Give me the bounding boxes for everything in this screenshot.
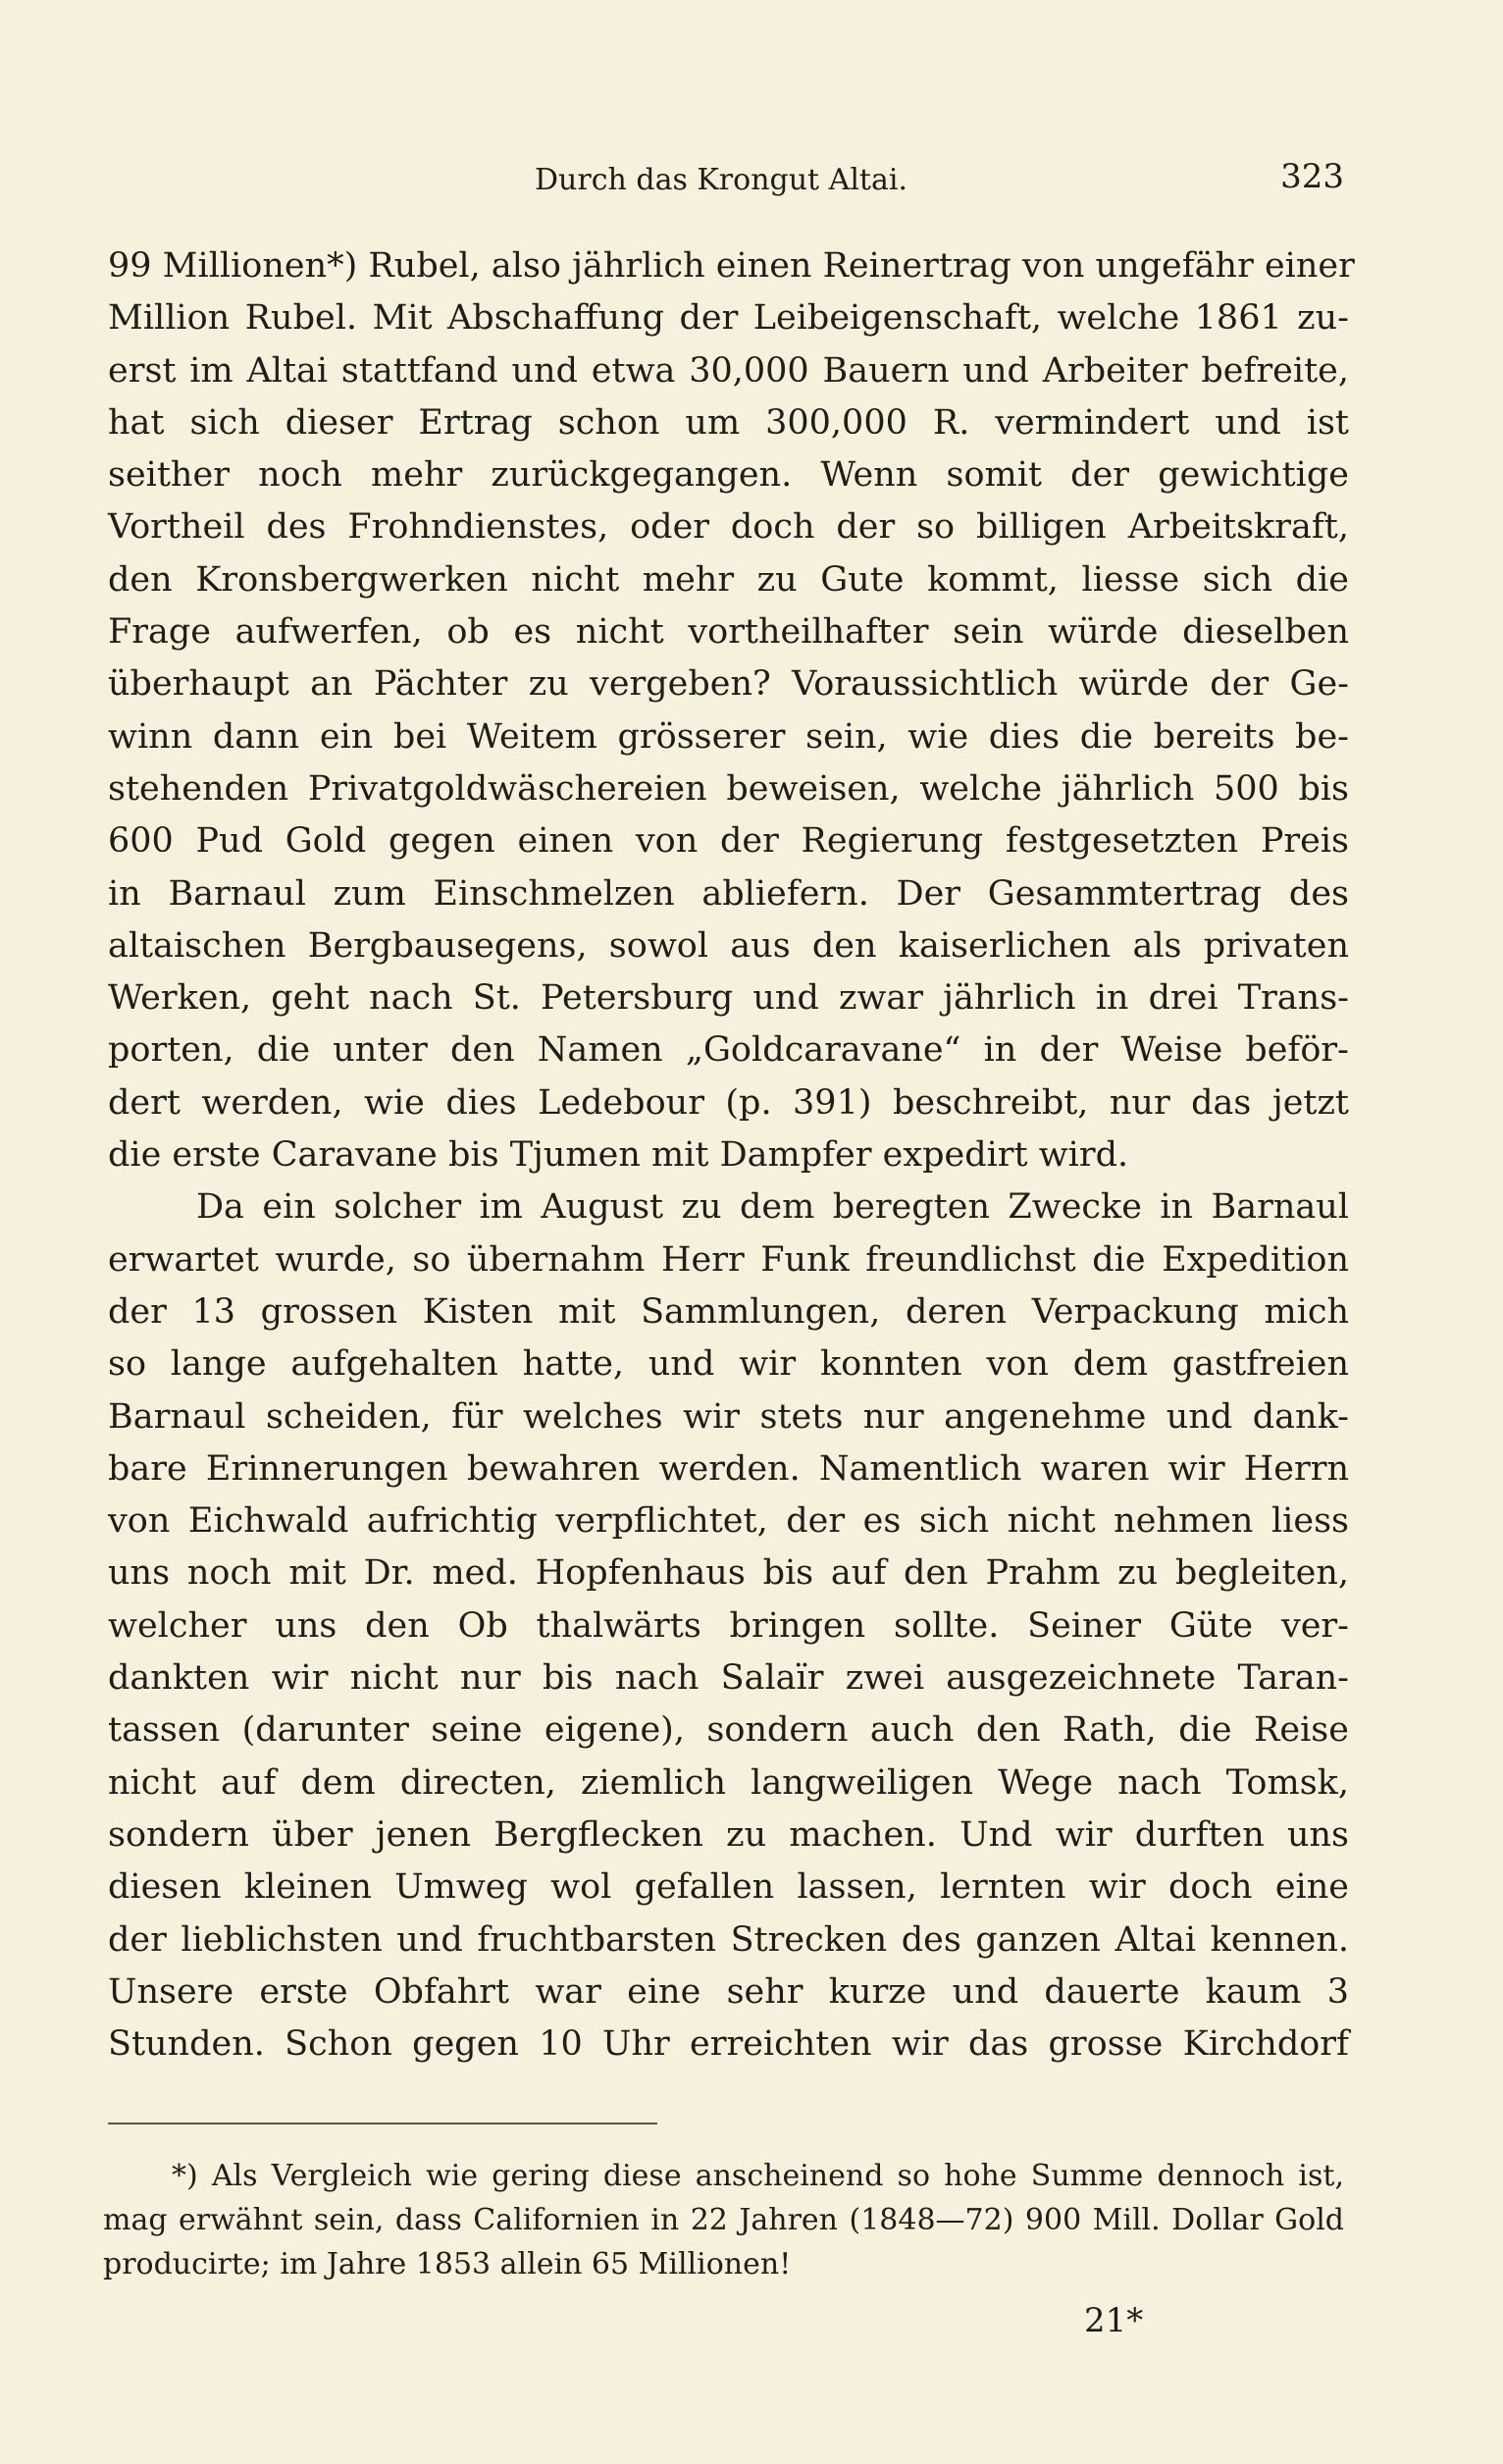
text-line: dankten wir nicht nur bis nach Salaïr zwei ausgezeichnete Taran-	[108, 1658, 1349, 1699]
text-line: nicht auf dem directen, ziemlich langweiligen Wege nach Tomsk,	[108, 1762, 1349, 1803]
body-text	[108, 240, 1355, 2071]
text-line: seither noch mehr zurückgegangen. Wenn somit der gewichtige	[108, 455, 1349, 496]
text-line: 600 Pud Gold gegen einen von der Regierung festgesetzten Preis	[108, 821, 1349, 862]
text-line: diesen kleinen Umweg wol gefallen lassen, lernten wir doch eine	[108, 1867, 1349, 1908]
text-line: erst im Altai stattfand und etwa 30,000 Bauern und Arbeiter befreite,	[108, 350, 1349, 391]
paragraph-end-line: die erste Caravane bis Tjumen mit Dampfer expedirt wird.	[108, 1135, 1129, 1176]
text-line: Barnaul scheiden, für welches wir stets nur angenehme und dank-	[108, 1396, 1349, 1437]
text-line: Unsere erste Obfahrt war eine sehr kurze und dauerte kaum 3	[108, 1971, 1349, 2012]
signature-mark: 21*	[1084, 2301, 1144, 2340]
running-head-title: Durch das Krongut Altai.	[535, 163, 907, 197]
text-line: welcher uns den Ob thalwärts bringen sollte. Seiner Güte ver-	[108, 1605, 1349, 1646]
text-line: Frage aufwerfen, ob es nicht vortheilhafter sein würde dieselben	[108, 612, 1349, 653]
text-line: Vortheil des Frohndienstes, oder doch der so billigen Arbeitskraft,	[108, 507, 1349, 548]
text-line: in Barnaul zum Einschmelzen abliefern. Der Gesammtertrag des	[108, 873, 1349, 914]
text-line: von Eichwald aufrichtig verpflichtet, der es sich nicht nehmen liess	[108, 1501, 1349, 1542]
text-line: bare Erinnerungen bewahren werden. Namentlich waren wir Herrn	[108, 1448, 1349, 1489]
text-line: tassen (darunter seine eigene), sondern auch den Rath, die Reise	[108, 1710, 1349, 1751]
text-line: stehenden Privatgoldwäschereien beweisen, welche jährlich 500 bis	[108, 768, 1349, 809]
footnote-line: producirte; im Jahre 1853 allein 65 Millionen!	[103, 2247, 792, 2281]
text-line: uns noch mit Dr. med. Hopfenhaus bis auf den Prahm zu begleiten,	[108, 1553, 1349, 1594]
footnote-line: *) Als Vergleich wie gering diese anscheinend so hohe Summe dennoch ist,	[172, 2159, 1344, 2193]
footnote	[103, 2154, 1344, 2286]
footnote-line: mag erwähnt sein, dass Californien in 22 Jahren (1848—72) 900 Mill. Dollar Gold	[103, 2203, 1344, 2237]
footnote-rule	[108, 2123, 657, 2124]
text-line: der lieblichsten und fruchtbarsten Strecken des ganzen Altai kennen.	[108, 1919, 1349, 1960]
text-line: 99 Millionen*) Rubel, also jährlich einen Reinertrag von ungefähr einer	[108, 246, 1355, 286]
text-line: altaischen Bergbausegens, sowol aus den kaiserlichen als privaten	[108, 925, 1349, 966]
text-line: Million Rubel. Mit Abschaffung der Leibeigenschaft, welche 1861 zu-	[108, 298, 1349, 339]
text-line: so lange aufgehalten hatte, und wir konnten von dem gastfreien	[108, 1344, 1349, 1385]
text-line: erwartet wurde, so übernahm Herr Funk freundlichst die Expedition	[108, 1239, 1349, 1280]
text-line: Werken, geht nach St. Petersburg und zwar jährlich in drei Trans-	[108, 978, 1349, 1019]
text-line: Stunden. Schon gegen 10 Uhr erreichten wir das grosse Kirchdorf	[108, 2024, 1349, 2065]
text-line: den Kronsbergwerken nicht mehr zu Gute kommt, liesse sich die	[108, 559, 1349, 600]
text-line: hat sich dieser Ertrag schon um 300,000 R. vermindert und ist	[108, 402, 1349, 443]
text-line: winn dann ein bei Weitem grösserer sein, wie dies die bereits be-	[108, 716, 1349, 757]
text-line: dert werden, wie dies Ledebour (p. 391) beschreibt, nur das jetzt	[108, 1082, 1349, 1123]
text-line: überhaupt an Pächter zu vergeben? Voraussichtlich würde der Ge-	[108, 664, 1349, 705]
text-line: porten, die unter den Namen „Goldcaravane“ in der Weise beför-	[108, 1030, 1349, 1071]
text-line: sondern über jenen Bergflecken zu machen. Und wir durften uns	[108, 1814, 1349, 1855]
running-head	[108, 157, 1344, 206]
text-line: der 13 grossen Kisten mit Sammlungen, deren Verpackung mich	[108, 1291, 1349, 1332]
page-number: 323	[1280, 157, 1344, 196]
paragraph-start-line: Da ein solcher im August zu dem beregten Zwecke in Barnaul	[196, 1187, 1349, 1228]
